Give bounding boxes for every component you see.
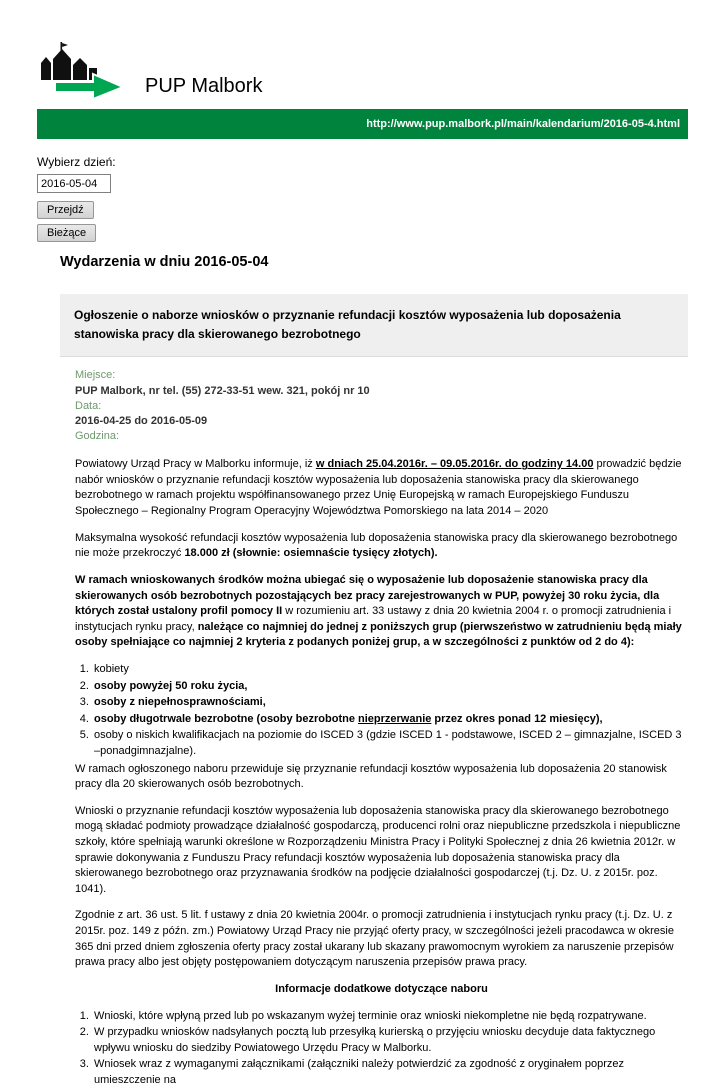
place-value: PUP Malbork, nr tel. (55) 272-33-51 wew. 321, pokój nr 10: [75, 384, 370, 397]
amount-highlight: 18.000 zł (słownie: osiemnaście tysięcy złotych).: [184, 547, 438, 560]
site-header: [37, 42, 688, 100]
date-picker-label: Wybierz dzień:: [37, 155, 116, 169]
date-picker: [37, 155, 688, 242]
text-run: Wnioski, które wpłyną przed lub po wskazanym wyżej terminie oraz wnioski niekompletne nie będą rozpatrywane.: [94, 1009, 647, 1022]
text-run: w rozumieniu art. 33 ustawy z dnia 20 kwietnia 2004 r. o promocji zatrudnienia i instytucjach rynku pracy,: [75, 605, 672, 633]
dates-highlight: w dniach 25.04.2016r. – 09.05.2016r. do godziny 14.00: [315, 458, 594, 471]
text-run: Powiatowy Urząd Pracy w Malborku informuje, iż: [75, 458, 316, 471]
date-picker-buttons: [37, 201, 688, 242]
text-run: osoby długotrwale bezrobotne (osoby bezrobotne: [94, 712, 359, 725]
event-title: Ogłoszenie o naborze wniosków o przyznanie refundacji kosztów wyposażenia lub doposażenia stanowiska pracy dla skierowanego bezrobotnego: [60, 294, 688, 356]
site-name: PUP Malbork: [145, 75, 263, 97]
text-run: prowadzić będzie nabór wniosków o przyznanie refundacji kosztów wyposażenia lub doposażenia stanowiska pracy dla skierowanego bezrobotnego w ramach projektu współfinansowanego przez Unię Europejską w ramach Europejskiego Funduszu Społecznego – Regionalny Program Operacyjny Województwa Pomorskiego na lata 2014 – 2020: [75, 458, 682, 518]
list-item: [92, 1025, 688, 1056]
text-run: przez okres ponad 12 miesięcy),: [431, 712, 603, 725]
place-label: Miejsce:: [75, 369, 116, 382]
time-label: Godzina:: [75, 430, 120, 443]
list-item: [92, 695, 688, 711]
list-item: [92, 679, 688, 695]
paragraph-legal-basis: Zgodnie z art. 36 ust. 5 lit. f ustawy z dnia 20 kwietnia 2004r. o promocji zatrudnienia i instytucjach rynku pracy (t.j. Dz. U. z 2015r. poz. 149 z późn. zm.) Powiatowy Urząd Pracy nie przyjąć oferty pracy, w szczególności jeżeli pracodawca w okresie 365 dni przed dniem zgłoszenia oferty pracy został ukarany lub skazany prawomocnym wyrokiem za naruszenie przepisów prawa pracy albo jest objęty postępowaniem dotyczącym naruszenia przepisów prawa pracy.: [75, 909, 674, 969]
additional-info-list: [75, 1009, 688, 1089]
text-run: W przypadku wniosków nadsyłanych pocztą lub przesyłką kurierską o przyjęciu wniosku decyduje data faktycznego wpływu wniosku do siedziby Powiatowego Urzędu Pracy w Malborku.: [94, 1026, 656, 1054]
go-button[interactable]: Przejdź: [37, 201, 94, 219]
text-run: osoby z niepełnosprawnościami,: [94, 696, 266, 709]
current-button[interactable]: Bieżące: [37, 224, 96, 242]
eligibility-groups-list: [75, 662, 688, 760]
paragraph-positions-count: W ramach ogłoszonego naboru przewiduje się przyznanie refundacji kosztów wyposażenia lub doposażenia 20 stanowisk pracy dla 20 skierowanych osób bezrobotnych.: [75, 762, 667, 791]
event-card: [60, 294, 688, 1089]
additional-info-heading: Informacje dodatkowe dotyczące naboru: [275, 982, 488, 995]
text-run: osoby o niskich kwalifikacjach na poziomie do ISCED 3 (gdzie ISCED 1 - podstawowe, ISCED 2 – gimnazjalne, ISCED 3 –ponadgimnazjalne).: [94, 729, 682, 757]
pup-malbork-logo: [37, 42, 133, 100]
list-item: [92, 728, 688, 759]
list-item: [92, 1057, 688, 1088]
paragraph-eligibility: [75, 573, 688, 651]
date-input[interactable]: [37, 174, 111, 193]
text-run: W ramach wnioskowanych środków można ubiegać się o wyposażenie lub doposażenie stanowiska pracy dla skierowanych osób bezrobotnych pozostających bez pracy zarejestrowanych w PUP, powyżej 30 roku życia, dla których został ustalony profil pomocy II: [75, 573, 660, 618]
event-meta: [60, 356, 688, 444]
text-run: należące co najmniej do jednej z poniższych grup (pierwszeństwo w zatrudnieniu będą miały osoby spełniające co najmniej 2 kryteria z podanych poniżej grup, a w szczególności z punktów od 2 do 4):: [75, 620, 682, 649]
text-run: kobiety: [94, 662, 129, 675]
url-bar: [37, 109, 688, 139]
page-url: http://www.pup.malbork.pl/main/kalendarium/2016-05-4.html: [366, 118, 680, 130]
list-item: [92, 1009, 688, 1025]
event-body: [60, 444, 688, 1088]
list-item: [92, 662, 688, 678]
text-run: Wniosek wraz z wymaganymi załącznikami (załączniki należy potwierdzić za zgodność z oryginałem poprzez umieszczenie na: [94, 1058, 625, 1086]
events-heading: Wydarzenia w dniu 2016-05-04: [60, 254, 269, 270]
paragraph-max-amount: [75, 531, 688, 562]
paragraph-who-can-apply: Wnioski o przyznanie refundacji kosztów wyposażenia lub doposażenia stanowiska pracy dla skierowanego bezrobotnego mogą składać podmioty prowadzące działalność gospodarczą, producenci rolni oraz niepubliczne przedszkola i niepubliczne szkoły, które spełniają warunki określone w Rozporządzeniu Ministra Pracy i Polityki Społecznej z dnia 26 kwietnia 2012r. w sprawie dokonywania z Funduszu Pracy refundacji kosztów wyposażenia lub doposażenia stanowiska pracy dla skierowanego bezrobotnego oraz przyznawania środków na podjęcie działalności gospodarczej (t.j. Dz. U. z 2015r. poz. 1041).: [75, 804, 681, 895]
list-item: [92, 712, 688, 728]
castle-arrow-icon: [37, 42, 133, 100]
text-run: Maksymalna wysokość refundacji kosztów wyposażenia lub doposażenia stanowiska pracy dla skierowanego bezrobotnego nie może przekroczyć: [75, 531, 678, 560]
text-run: nieprzerwanie: [358, 712, 432, 725]
date-value: 2016-04-25 do 2016-05-09: [75, 414, 208, 427]
text-run: osoby powyżej 50 roku życia,: [94, 679, 248, 692]
paragraph-intro: [75, 457, 688, 519]
date-label: Data:: [75, 399, 102, 412]
